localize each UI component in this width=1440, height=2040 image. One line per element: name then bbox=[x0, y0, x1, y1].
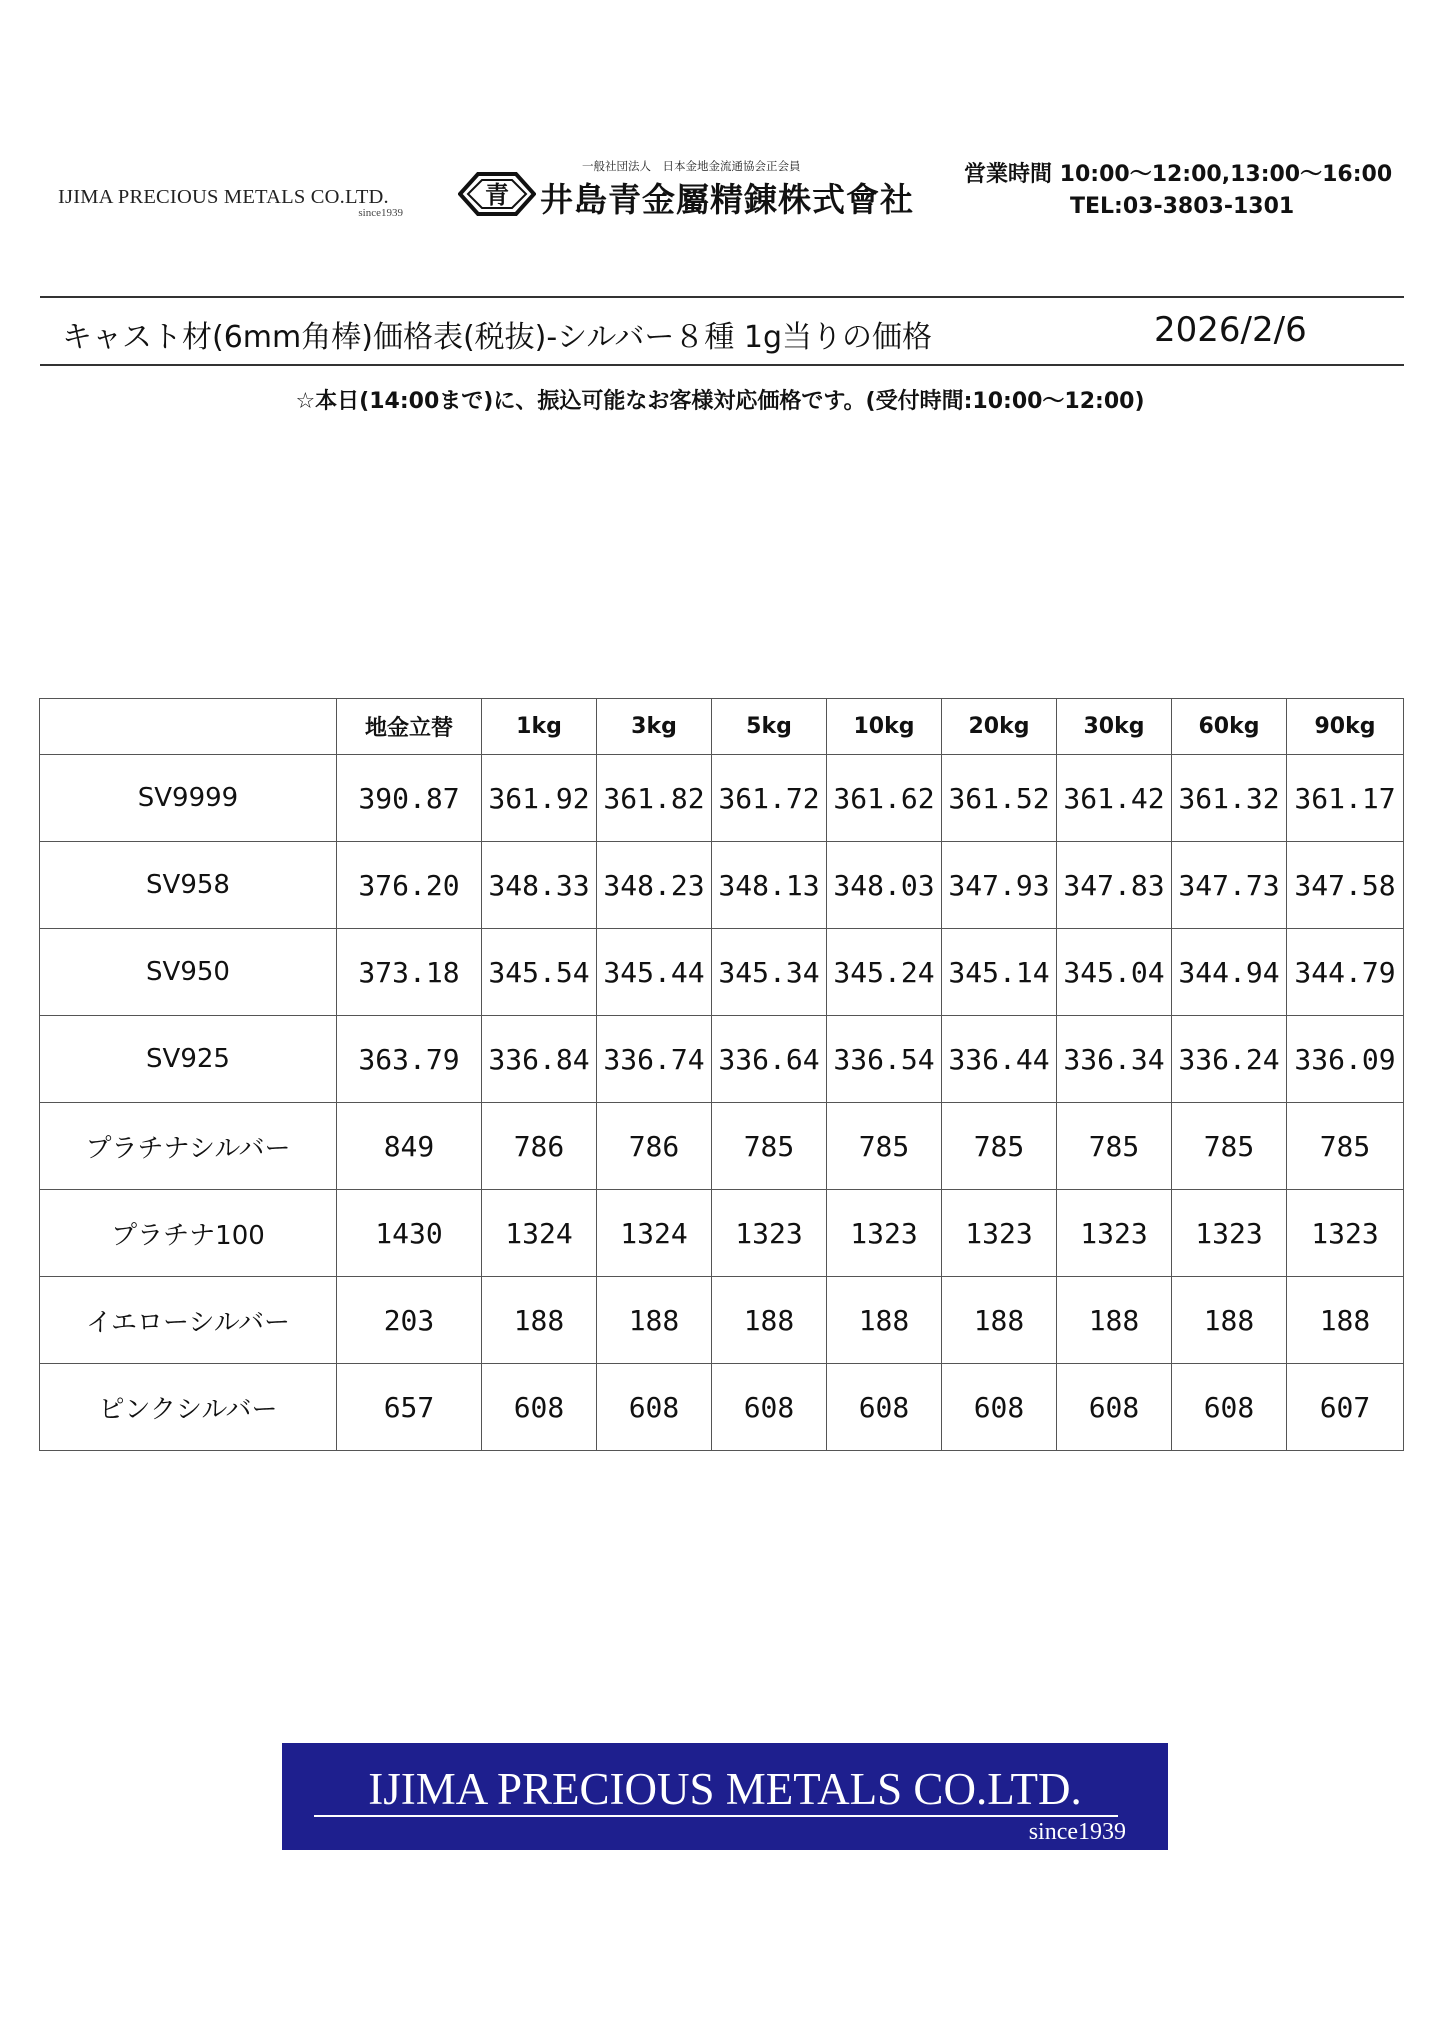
price-cell: 336.44 bbox=[942, 1016, 1057, 1103]
table-header-row bbox=[40, 699, 1404, 755]
price-cell: 361.32 bbox=[1172, 755, 1287, 842]
footer-logo-name: IJIMA PRECIOUS METALS CO.LTD. bbox=[368, 1764, 1082, 1814]
price-cell: 188 bbox=[1057, 1277, 1172, 1364]
price-cell: 390.87 bbox=[337, 755, 482, 842]
price-cell: 608 bbox=[482, 1364, 597, 1451]
price-cell: 785 bbox=[942, 1103, 1057, 1190]
column-header: 地金立替 bbox=[337, 699, 482, 755]
price-cell: 608 bbox=[1172, 1364, 1287, 1451]
table-row bbox=[40, 1277, 1404, 1364]
row-label: SV925 bbox=[40, 1016, 337, 1103]
title-top-rule bbox=[40, 296, 1404, 298]
price-cell: 361.42 bbox=[1057, 755, 1172, 842]
price-cell: 363.79 bbox=[337, 1016, 482, 1103]
price-cell: 361.52 bbox=[942, 755, 1057, 842]
price-cell: 361.17 bbox=[1287, 755, 1404, 842]
row-label: プラチナ100 bbox=[40, 1190, 337, 1277]
price-cell: 336.74 bbox=[597, 1016, 712, 1103]
company-name: 井島青金屬精錬株式會社 bbox=[540, 180, 914, 219]
price-table bbox=[39, 698, 1404, 1451]
price-cell: 608 bbox=[942, 1364, 1057, 1451]
company-emblem-icon bbox=[458, 170, 536, 218]
price-cell: 188 bbox=[942, 1277, 1057, 1364]
price-cell: 1323 bbox=[712, 1190, 827, 1277]
price-cell: 336.54 bbox=[827, 1016, 942, 1103]
business-hours: 営業時間 10:00〜12:00,13:00〜16:00 bbox=[964, 162, 1393, 187]
price-cell: 347.83 bbox=[1057, 842, 1172, 929]
price-cell: 607 bbox=[1287, 1364, 1404, 1451]
row-label: SV950 bbox=[40, 929, 337, 1016]
price-cell: 786 bbox=[482, 1103, 597, 1190]
price-cell: 361.62 bbox=[827, 755, 942, 842]
price-cell: 347.58 bbox=[1287, 842, 1404, 929]
price-cell: 347.93 bbox=[942, 842, 1057, 929]
price-cell: 1323 bbox=[1172, 1190, 1287, 1277]
column-header: 5kg bbox=[712, 699, 827, 755]
price-cell: 361.72 bbox=[712, 755, 827, 842]
price-cell: 361.82 bbox=[597, 755, 712, 842]
price-cell: 347.73 bbox=[1172, 842, 1287, 929]
notice-text: ☆本日(14:00まで)に、振込可能なお客様対応価格です。(受付時間:10:00〜12:00) bbox=[295, 389, 1145, 414]
header-logo-name: IJIMA PRECIOUS METALS CO.LTD. bbox=[58, 186, 389, 208]
row-label: SV958 bbox=[40, 842, 337, 929]
price-cell: 188 bbox=[482, 1277, 597, 1364]
price-cell: 188 bbox=[1287, 1277, 1404, 1364]
price-cell: 345.24 bbox=[827, 929, 942, 1016]
price-cell: 203 bbox=[337, 1277, 482, 1364]
row-label: イエローシルバー bbox=[40, 1277, 337, 1364]
column-header bbox=[40, 699, 337, 755]
price-cell: 348.13 bbox=[712, 842, 827, 929]
price-cell: 336.24 bbox=[1172, 1016, 1287, 1103]
table-row bbox=[40, 1103, 1404, 1190]
price-cell: 608 bbox=[597, 1364, 712, 1451]
title-bottom-rule bbox=[40, 364, 1404, 366]
table-row bbox=[40, 1190, 1404, 1277]
price-cell: 376.20 bbox=[337, 842, 482, 929]
price-cell: 1324 bbox=[597, 1190, 712, 1277]
table-row bbox=[40, 1364, 1404, 1451]
price-cell: 786 bbox=[597, 1103, 712, 1190]
price-cell: 361.92 bbox=[482, 755, 597, 842]
price-cell: 785 bbox=[1172, 1103, 1287, 1190]
price-cell: 345.54 bbox=[482, 929, 597, 1016]
header-logo-since: since1939 bbox=[358, 207, 403, 219]
price-cell: 785 bbox=[712, 1103, 827, 1190]
price-cell: 608 bbox=[1057, 1364, 1172, 1451]
price-cell: 336.34 bbox=[1057, 1016, 1172, 1103]
table-row bbox=[40, 929, 1404, 1016]
price-cell: 608 bbox=[827, 1364, 942, 1451]
footer-logo-underline bbox=[314, 1815, 1118, 1817]
page-title: キャスト材(6mm角棒)価格表(税抜)-シルバー８種 1g当りの価格 bbox=[62, 320, 932, 355]
price-cell: 785 bbox=[827, 1103, 942, 1190]
price-cell: 344.94 bbox=[1172, 929, 1287, 1016]
price-cell: 348.03 bbox=[827, 842, 942, 929]
price-cell: 1323 bbox=[1287, 1190, 1404, 1277]
table-row bbox=[40, 842, 1404, 929]
price-cell: 345.04 bbox=[1057, 929, 1172, 1016]
price-cell: 188 bbox=[712, 1277, 827, 1364]
price-cell: 336.09 bbox=[1287, 1016, 1404, 1103]
price-cell: 188 bbox=[597, 1277, 712, 1364]
price-cell: 345.34 bbox=[712, 929, 827, 1016]
emblem-char: 青 bbox=[485, 181, 509, 209]
price-cell: 336.64 bbox=[712, 1016, 827, 1103]
column-header: 30kg bbox=[1057, 699, 1172, 755]
column-header: 60kg bbox=[1172, 699, 1287, 755]
row-label: プラチナシルバー bbox=[40, 1103, 337, 1190]
table-row bbox=[40, 1016, 1404, 1103]
price-cell: 1323 bbox=[827, 1190, 942, 1277]
price-cell: 657 bbox=[337, 1364, 482, 1451]
column-header: 90kg bbox=[1287, 699, 1404, 755]
price-cell: 188 bbox=[827, 1277, 942, 1364]
column-header: 3kg bbox=[597, 699, 712, 755]
price-cell: 785 bbox=[1057, 1103, 1172, 1190]
header-logo bbox=[58, 186, 403, 219]
price-cell: 348.23 bbox=[597, 842, 712, 929]
column-header: 10kg bbox=[827, 699, 942, 755]
price-cell: 785 bbox=[1287, 1103, 1404, 1190]
price-cell: 1324 bbox=[482, 1190, 597, 1277]
association-membership: 一般社団法人 日本金地金流通協会正会員 bbox=[582, 159, 801, 173]
price-cell: 1323 bbox=[942, 1190, 1057, 1277]
telephone: TEL:03-3803-1301 bbox=[1070, 194, 1295, 219]
price-cell: 373.18 bbox=[337, 929, 482, 1016]
price-cell: 608 bbox=[712, 1364, 827, 1451]
footer-logo bbox=[282, 1743, 1168, 1850]
row-label: SV9999 bbox=[40, 755, 337, 842]
price-cell: 345.44 bbox=[597, 929, 712, 1016]
footer-logo-since: since1939 bbox=[1028, 1819, 1126, 1845]
price-cell: 1323 bbox=[1057, 1190, 1172, 1277]
price-cell: 188 bbox=[1172, 1277, 1287, 1364]
price-cell: 1430 bbox=[337, 1190, 482, 1277]
price-cell: 344.79 bbox=[1287, 929, 1404, 1016]
price-cell: 345.14 bbox=[942, 929, 1057, 1016]
column-header: 1kg bbox=[482, 699, 597, 755]
price-date: 2026/2/6 bbox=[1154, 310, 1307, 350]
table-row bbox=[40, 755, 1404, 842]
row-label: ピンクシルバー bbox=[40, 1364, 337, 1451]
price-cell: 336.84 bbox=[482, 1016, 597, 1103]
column-header: 20kg bbox=[942, 699, 1057, 755]
price-cell: 849 bbox=[337, 1103, 482, 1190]
price-cell: 348.33 bbox=[482, 842, 597, 929]
